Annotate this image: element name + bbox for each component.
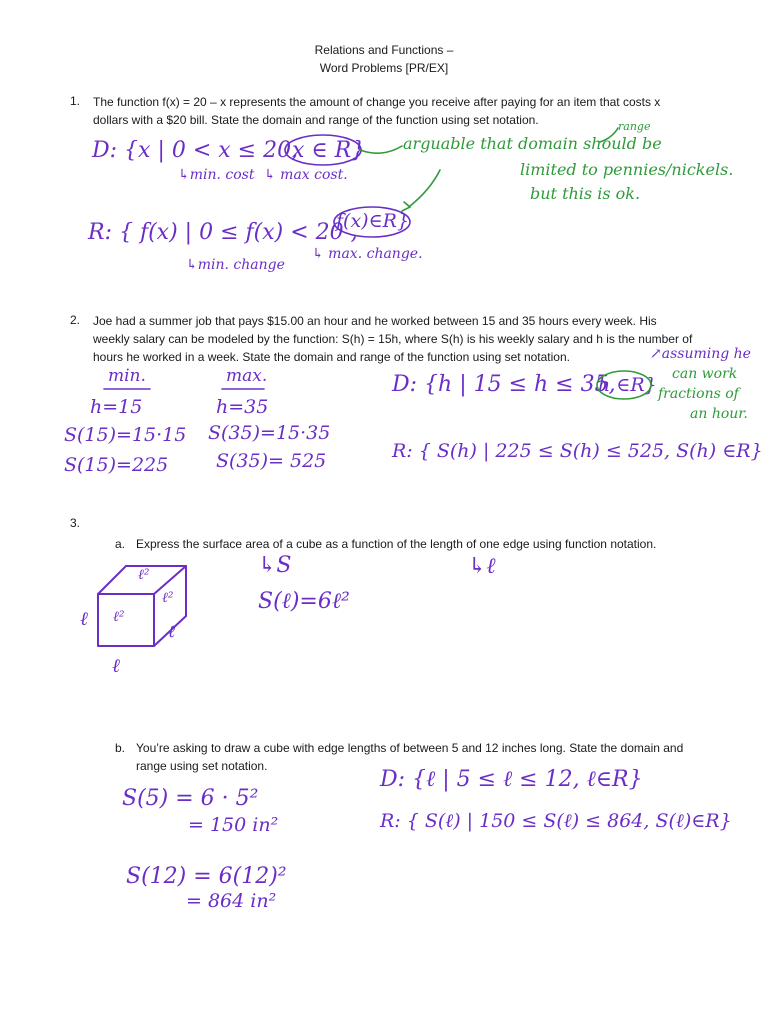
q1-hw-range: R: { f(x) | 0 ≤ f(x) < 20 , xyxy=(88,220,358,245)
q3b-label: b. xyxy=(115,741,126,755)
circle-q2-domain-her xyxy=(597,371,651,399)
q1-hw-min-change: ↳min. change xyxy=(186,257,285,273)
q3a-hw-arrow-s: ↳S xyxy=(258,553,292,578)
arrowhead-q1-range-note xyxy=(402,202,410,211)
q2-hw-min-h: h=15 xyxy=(90,396,143,418)
q2-hw-max-result: S(35)= 525 xyxy=(216,450,327,472)
q2-hw-domain-circled: h ∈R} xyxy=(598,374,657,396)
circle-q1-domain-xer xyxy=(285,135,361,165)
q1-hw-max-cost: ↳ max cost. xyxy=(264,167,348,183)
q3b-hw-s5: S(5) = 6 · 5² xyxy=(122,786,259,811)
doc-title: Relations and Functions – xyxy=(314,43,454,57)
q3a-hw-arrow-l: ↳ℓ xyxy=(468,554,496,579)
q2-text-line2: weekly salary can be modeled by the function: S(h) = 15h, where S(h) is his weekly salary and h is the number of xyxy=(93,332,693,346)
q3b-hw-domain: D: {ℓ | 5 ≤ ℓ ≤ 12, ℓ∈R} xyxy=(380,767,643,792)
cube-edge-right-label: ℓ xyxy=(168,622,176,642)
q1-hw-note-line1: arguable that domain should be xyxy=(403,134,662,153)
arrow-q1-range-note xyxy=(410,170,440,206)
q1-hw-domain: D: {x | 0 < x ≤ 20, xyxy=(92,138,299,163)
q1-number: 1. xyxy=(70,94,81,108)
q1-hw-domain-circled: x ∈ R} xyxy=(292,138,366,163)
q2-hw-min-calc: S(15)=15·15 xyxy=(64,424,187,446)
q2-hw-domain: D: {h | 15 ≤ h ≤ 35, xyxy=(392,372,616,397)
q2-hw-max-h: h=35 xyxy=(216,396,269,418)
q3b-hw-s12-result: = 864 in² xyxy=(186,890,277,912)
q1-hw-max-change: ↳ max. change. xyxy=(312,246,423,262)
q2-number: 2. xyxy=(70,313,81,327)
q3b-hw-s12: S(12) = 6(12)² xyxy=(126,864,287,889)
q3b-text-line2: range using set notation. xyxy=(136,759,268,773)
q2-hw-note-line2: can work xyxy=(672,366,738,382)
q2-text-line3: hours he worked in a week. State the domain and range of the function using set notation. xyxy=(93,350,570,364)
q3b-hw-s5-result: = 150 in² xyxy=(188,814,279,836)
q2-hw-note-line3: fractions of xyxy=(658,386,739,402)
q1-text-line2: dollars with a $20 bill. State the domain and range of the function using set notation. xyxy=(93,113,539,127)
cube-edge-bottom-label: ℓ xyxy=(112,655,120,677)
q1-hw-note-line2: limited to pennies/nickels. xyxy=(520,160,734,179)
q3b-text-line1: You’re asking to draw a cube with edge lengths of between 5 and 12 inches long. State the domain and xyxy=(136,741,684,755)
doc-subtitle: Word Problems [PR/EX] xyxy=(319,61,449,75)
q2-text-line1: Joe had a summer job that pays $15.00 an hour and he worked between 15 and 35 hours every week. His xyxy=(93,314,657,328)
q3-number: 3. xyxy=(70,516,81,530)
q2-hw-max-heading: max. xyxy=(226,366,268,386)
arrow-q1-domain-note xyxy=(360,146,402,153)
q2-hw-note-line1: ↗assuming he xyxy=(650,346,751,362)
q1-hw-note-insert: range xyxy=(618,120,651,133)
cube-face-top-label: ℓ² xyxy=(138,567,150,583)
q3b-hw-range: R: { S(ℓ) | 150 ≤ S(ℓ) ≤ 864, S(ℓ)∈R} xyxy=(380,810,732,832)
q3a-text: Express the surface area of a cube as a function of the length of one edge using function notation. xyxy=(136,537,657,551)
q1-hw-min-cost: ↳min. cost xyxy=(178,167,255,183)
q2-hw-note-line4: an hour. xyxy=(690,406,748,422)
q3a-hw-formula: S(ℓ)=6ℓ² xyxy=(258,589,350,614)
q1-text-line1: The function f(x) = 20 – x represents the amount of change you receive after paying for an item that costs x xyxy=(93,95,661,109)
caret-q1-note-insert xyxy=(600,128,618,142)
q3a-label: a. xyxy=(115,537,126,551)
q2-hw-min-heading: min. xyxy=(108,366,146,386)
q1-hw-note-line3: but this is ok. xyxy=(530,184,641,203)
q1-hw-range-circled: f(x)∈R} xyxy=(336,210,410,232)
cube-edge-left-label: ℓ xyxy=(80,608,88,630)
cube-face-side-label: ℓ² xyxy=(162,590,174,606)
q2-hw-min-result: S(15)=225 xyxy=(64,454,169,476)
q2-hw-range: R: { S(h) | 225 ≤ S(h) ≤ 525, S(h) ∈R} xyxy=(392,440,763,462)
circle-q1-range-fxer xyxy=(334,207,410,237)
q2-hw-max-calc: S(35)=15·35 xyxy=(208,422,331,444)
cube-face-front-label: ℓ² xyxy=(113,609,125,625)
